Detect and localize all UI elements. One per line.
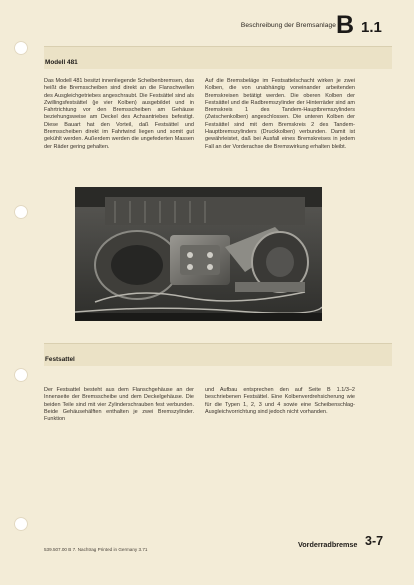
section-heading-bar xyxy=(44,343,392,366)
section-number: 1.1 xyxy=(361,19,382,36)
section-heading-bar xyxy=(44,46,392,69)
brake-photo-image xyxy=(75,187,322,321)
body-text-right: und Aufbau entsprechen den auf Seite B 1.1/3–2 beschriebenen Festsättel. Eine Kolbenverdrehsicherung wie für die Typen 1, 2, 3 und 4 sowie eine Scheibenschlag-Ausgleichvorrichtung sind jedoch nicht vorhanden. xyxy=(205,387,355,415)
footer-section-title: Vorderradbremse xyxy=(298,540,358,549)
header-title: Beschreibung der Bremsanlage xyxy=(240,22,336,29)
section-badge xyxy=(336,10,394,40)
punch-hole xyxy=(14,517,28,531)
section-letter: B xyxy=(336,11,355,39)
body-text-left: Der Festsattel besteht aus dem Flanschgehäuse an der Innenseite der Bremsscheibe und dem Deckelgehäuse. Die beiden Teile sind mit vier Zylinderschrauben fest verbunden. Beide Gehäusehälften enthalten je zwei Bremszylinder. Funktion xyxy=(44,387,194,423)
page-number: 3-7 xyxy=(365,534,384,548)
brake-photo xyxy=(75,187,322,321)
body-text-right: Auf die Bremsbeläge im Festsattelschacht wirken je zwei Kolben, die von unabhängig voneinander arbeitenden Bremskreisen betätigt werden. Die oberen Kolben der Festsättel und die Radbremszylinder der Hinterräder sind am Bremskreis 1 des Tandem-Hauptbremszylinders (Zwischenkolben) angeschlossen. Die unteren Kolben der Festsättel sind mit dem Bremskreis 2 des Tandem-Hauptbremszylinders (Druckkolben) verbunden. Damit ist gewährleistet, daß bei Ausfall eines Bremskreises in jedem Fall an der Vorderachse die Bremswirkung erhalten bleibt. xyxy=(205,78,355,150)
body-text-left: Das Modell 481 besitzt innenliegende Scheibenbremsen, das heißt die Bremsscheiben sind direkt an die Flanschwellen des Ausgleichgetriebes angeschraubt. Die Festsättel sind als Zwillingsfestsättel (je vier Kolben) ausgebildet und in Fahrtrichtung vor den Bremsscheiben am Gehäuse beziehungsweise am Deckel des Achsantriebes befestigt. Diese Bauart hat den Vorteil, daß Festsättel und Bremsscheiben direkt im Fahrtwind liegen und somit gut gekühlt werden. Außerdem werden die ungefederten Massen der Räder gering gehalten. xyxy=(44,78,194,150)
footer-code: 539.507.00 B 7. Nachtrag Printed in Germany 3.71 xyxy=(44,547,148,552)
punch-hole xyxy=(14,368,28,382)
punch-hole xyxy=(14,41,28,55)
section-heading: Modell 481 xyxy=(45,59,78,66)
punch-hole xyxy=(14,205,28,219)
section-heading: Festsattel xyxy=(45,356,75,363)
